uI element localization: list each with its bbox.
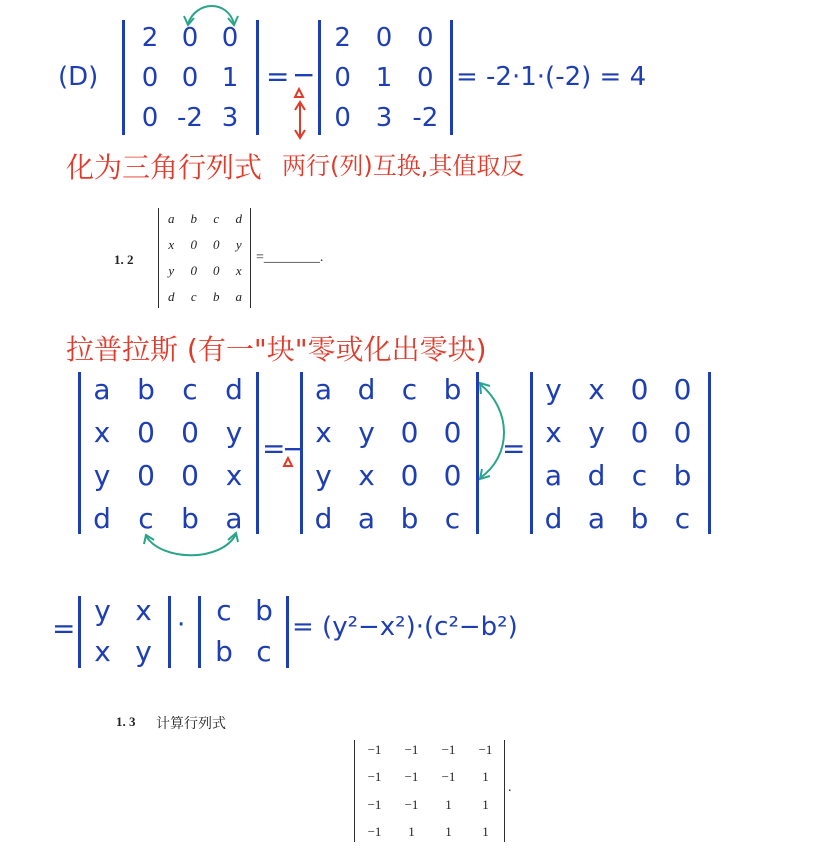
matrix-cell: 0: [673, 416, 692, 449]
matrix-cell: d: [235, 211, 242, 226]
swap-arrow-icon: [146, 534, 236, 555]
matrix-cell: 0: [334, 63, 351, 93]
matrix-cell: 0: [181, 459, 199, 492]
matrix-cell: b: [137, 373, 155, 406]
matrix-cell: −1: [404, 741, 419, 757]
equals: =: [262, 432, 286, 465]
matrix-cell: y: [225, 416, 243, 449]
matrix-cell: 0: [673, 373, 692, 406]
matrix-cell: 1: [445, 796, 452, 812]
matrix-cell: 0: [141, 103, 159, 133]
matrix-cell: x: [358, 459, 375, 492]
matrix-cell: d: [93, 502, 111, 535]
matrix-cell: 0: [141, 63, 159, 93]
matrix-cell: y: [93, 459, 111, 492]
matrix-cell: y: [545, 373, 562, 406]
matrix-cell: c: [631, 459, 648, 492]
matrix-cell: y: [94, 594, 111, 627]
matrix-cell: 0: [417, 63, 434, 93]
matrix-cell: y: [358, 416, 375, 449]
note-swap: 两行(列)互换,其值取反: [282, 152, 525, 180]
matrix-cell: b: [630, 502, 649, 535]
matrix-cell: 0: [400, 416, 419, 449]
matrix-cell: a: [168, 211, 175, 226]
matrix-cell: 3: [221, 103, 239, 133]
matrix-cell: 0: [443, 459, 462, 492]
matrix-cell: d: [587, 459, 606, 492]
matrix-cell: y: [235, 237, 242, 252]
matrix-cell: 1: [482, 769, 489, 785]
matrix-cell: 0: [137, 416, 155, 449]
matrix-cell: c: [674, 502, 691, 535]
problem-number: 1. 3: [116, 714, 136, 729]
matrix-cell: c: [401, 373, 418, 406]
matrix-cell: 0: [443, 416, 462, 449]
matrix-cell: b: [215, 635, 233, 668]
matrix-cell: b: [443, 373, 462, 406]
laplace-title: 拉普拉斯 (有一"块"零或化出零块): [66, 333, 487, 366]
equals: =: [502, 432, 526, 465]
matrix-cell: y: [588, 416, 605, 449]
matrix-cell: a: [587, 502, 606, 535]
matrix-cell: x: [545, 416, 562, 449]
label-d: (D): [58, 62, 99, 92]
matrix-cell: a: [314, 373, 333, 406]
answer-blank: =________.: [256, 250, 324, 265]
equals: =: [52, 612, 76, 645]
matrix-cell: b: [213, 289, 220, 304]
matrix-cell: 0: [221, 23, 239, 53]
matrix-cell: x: [168, 237, 175, 252]
matrix-cell: a: [93, 373, 111, 406]
matrix-cell: b: [181, 502, 199, 535]
matrix-cell: x: [315, 416, 332, 449]
matrix-cell: −1: [441, 741, 456, 757]
matrix-cell: 1: [445, 824, 452, 840]
matrix-cell: 0: [630, 416, 649, 449]
matrix-cell: c: [213, 211, 220, 226]
matrix-cell: −1: [367, 769, 382, 785]
triangle-marker-icon: [295, 89, 303, 97]
matrix-cell: 3: [375, 103, 393, 133]
matrix-cell: 0: [400, 459, 419, 492]
matrix-cell: d: [168, 289, 175, 304]
note-triangular: 化为三角行列式: [66, 151, 263, 184]
matrix-cell: −1: [367, 824, 382, 840]
swap-arrow-icon: [480, 384, 504, 478]
problem-number: 1. 2: [114, 252, 134, 267]
matrix-cell: a: [544, 459, 563, 492]
matrix-cell: c: [256, 635, 272, 668]
minus-sign: −: [292, 58, 316, 91]
matrix-cell: 0: [190, 237, 197, 252]
matrix-cell: a: [357, 502, 376, 535]
matrix-cell: y: [315, 459, 332, 492]
swap-arrow-icon: [188, 6, 234, 24]
matrix-cell: a: [225, 502, 243, 535]
matrix-cell: c: [190, 289, 197, 304]
matrix-cell: -2: [412, 103, 439, 133]
matrix-cell: d: [544, 502, 563, 535]
matrix-cell: 0: [375, 23, 393, 53]
matrix-cell: 0: [630, 373, 649, 406]
matrix-cell: 0: [181, 416, 199, 449]
matrix-cell: b: [190, 211, 197, 226]
minus-sign: −: [282, 432, 306, 465]
matrix-cell: 0: [213, 237, 220, 252]
dot: ·: [177, 610, 186, 640]
matrix-cell: 0: [137, 459, 155, 492]
matrix-cell: b: [255, 594, 273, 627]
matrix-cell: −1: [404, 796, 419, 812]
matrix-cell: 0: [181, 23, 199, 53]
matrix-cell: 1: [375, 63, 393, 93]
matrix-cell: 2: [334, 23, 351, 53]
matrix-cell: 1: [482, 796, 489, 812]
matrix-cell: −1: [367, 741, 382, 757]
result-d: = -2·1·(-2) = 4: [456, 62, 647, 92]
matrix-cell: x: [135, 594, 152, 627]
matrix-cell: 1: [408, 824, 415, 840]
matrix-cell: −1: [478, 741, 493, 757]
matrix-cell: c: [444, 502, 461, 535]
matrix-cell: 0: [213, 263, 220, 278]
matrix-cell: x: [588, 373, 605, 406]
matrix-cell: d: [314, 502, 333, 535]
matrix-cell: x: [94, 635, 111, 668]
matrix-cell: −1: [367, 796, 382, 812]
matrix-cell: x: [93, 416, 111, 449]
matrix-cell: -2: [177, 103, 203, 133]
matrix-cell: y: [135, 635, 152, 668]
matrix-cell: b: [673, 459, 692, 492]
result-laplace: = (y²−x²)·(c²−b²): [292, 612, 518, 642]
period: .: [508, 780, 512, 795]
matrix-cell: c: [216, 594, 232, 627]
matrix-cell: d: [225, 373, 243, 406]
matrix-cell: c: [138, 502, 154, 535]
matrix-cell: c: [182, 373, 198, 406]
matrix-cell: y: [168, 263, 175, 278]
matrix-cell: −1: [441, 769, 456, 785]
matrix-cell: b: [400, 502, 419, 535]
matrix-cell: 1: [221, 63, 239, 93]
matrix-cell: 0: [417, 23, 434, 53]
matrix-cell: x: [235, 263, 242, 278]
equals: =: [266, 60, 290, 93]
matrix-cell: −1: [404, 769, 419, 785]
matrix-cell: 0: [334, 103, 351, 133]
matrix-cell: 0: [190, 263, 197, 278]
problem-title: 计算行列式: [156, 717, 226, 732]
matrix-cell: d: [357, 373, 376, 406]
matrix-cell: x: [225, 459, 243, 492]
triangle-marker-icon: [284, 458, 292, 466]
matrix-cell: 0: [181, 63, 199, 93]
matrix-cell: 1: [482, 824, 489, 840]
matrix-cell: a: [235, 289, 242, 304]
matrix-cell: 2: [141, 23, 159, 53]
